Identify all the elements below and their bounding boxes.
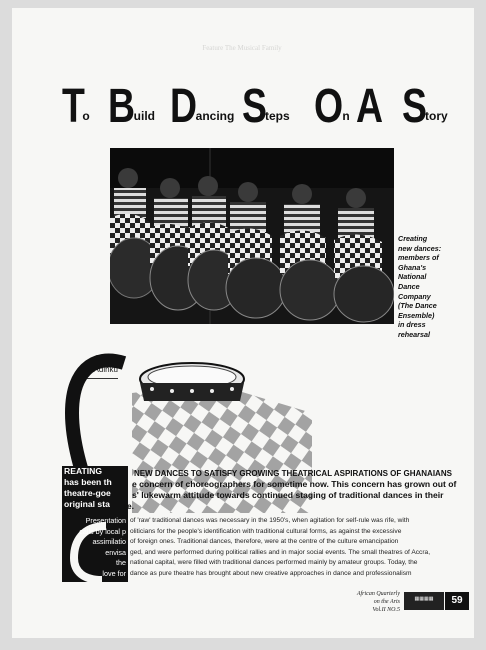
dance-photo xyxy=(110,148,394,324)
caption-line: in dress xyxy=(398,320,426,330)
caption-line: Ensemble) xyxy=(398,310,435,320)
headline-word xyxy=(62,80,90,133)
caption-line: members of xyxy=(398,253,439,263)
headline-word xyxy=(242,80,290,133)
page-number: 59 xyxy=(445,592,469,610)
lead-line: e concern of choreographers for sometime now. This concern has grown out of xyxy=(132,479,457,489)
magazine-subtitle: on the Arts xyxy=(373,599,400,605)
lead-line: s' lukewarm attitude towards continued staging of traditional dances in their xyxy=(132,490,444,500)
body-line-start: envisa xyxy=(105,547,126,557)
drop-cap-line: has been th xyxy=(64,477,112,487)
caption-line: Creating xyxy=(398,234,428,243)
body-line: national capital, were filled with traditional dances performed mainly by amateur groups. Today, the xyxy=(130,559,418,566)
body-line-start: the xyxy=(116,558,126,567)
author-last-name: Adinku xyxy=(93,365,118,374)
headline-initial: S xyxy=(242,80,267,133)
headline-word xyxy=(314,80,350,133)
dancers-image xyxy=(110,148,394,324)
headline-word xyxy=(402,80,448,133)
magazine-volume: Vol.II NO.5 xyxy=(372,607,400,613)
body-line-start: calls by local p xyxy=(79,526,126,536)
headline-word xyxy=(170,80,235,133)
caption-line: (The Dance xyxy=(398,301,437,311)
drop-cap-line: REATING xyxy=(64,466,103,476)
author-first-name: Ofotsu xyxy=(94,354,118,363)
headline xyxy=(62,80,472,133)
headline-initial: T xyxy=(62,80,85,133)
drop-cap-line: theatre-goe xyxy=(64,488,111,498)
headline-initial: S xyxy=(402,80,427,133)
drop-cap-line: original sta xyxy=(64,499,110,509)
body-line: ged, and were performed during political rallies and in major social events. The small theatres of Accra, xyxy=(130,548,431,556)
caption-line: new dances: xyxy=(398,243,442,253)
headline-rest: o xyxy=(82,109,90,123)
running-head-text: Feature The Musical Family xyxy=(202,44,282,52)
caption-line: National xyxy=(398,272,427,282)
body-line-start: Presentation xyxy=(85,516,126,525)
caption-line: Ghana's xyxy=(398,262,427,272)
lead-line: te. xyxy=(124,501,135,511)
headline-word xyxy=(108,80,155,133)
headline-initial: A xyxy=(356,80,383,133)
caption-line: Company xyxy=(398,291,431,301)
headline-rest: tory xyxy=(425,109,448,123)
body-line: of foreign ones. Traditional dances, therefore, were at the centre of the culture emancipation xyxy=(130,538,399,545)
body-line: dance as pure theatre has brought about new creative approaches in dance and professionalism xyxy=(130,569,412,577)
body-line: oliticians for the people's identification with traditional cultural forms, as against the excessive xyxy=(130,527,402,535)
publisher-logo: ▦▦▦▦ xyxy=(404,592,444,610)
body-line-start: assimilatio xyxy=(92,537,126,546)
magazine-title: African Quarterly xyxy=(356,591,400,597)
headline-rest: uild xyxy=(133,109,155,123)
running-head xyxy=(42,44,442,53)
caption-line: rehearsal xyxy=(398,329,430,339)
headline-initial: B xyxy=(108,80,135,133)
headline-word xyxy=(356,80,383,133)
photo-caption xyxy=(398,234,468,340)
drop-cap-lines xyxy=(62,466,112,510)
caption-line: Dance xyxy=(398,281,420,291)
headline-rest: ancing xyxy=(195,109,235,123)
body-line: of 'raw' traditional dances was necessary in the 1950's, when agitation for self-rule was rife, with xyxy=(130,517,410,524)
lead-line: NEW DANCES TO SATISFY GROWING THEATRICAL ASPIRATIONS OF GHANAIANS xyxy=(134,469,452,478)
headline-initial: O xyxy=(314,80,343,133)
body-line-start: love for xyxy=(102,568,126,578)
headline-rest: teps xyxy=(265,109,290,123)
headline-rest: n xyxy=(342,109,350,123)
magazine-page xyxy=(12,8,474,638)
headline-initial: D xyxy=(170,80,197,133)
magazine-info xyxy=(336,590,400,614)
